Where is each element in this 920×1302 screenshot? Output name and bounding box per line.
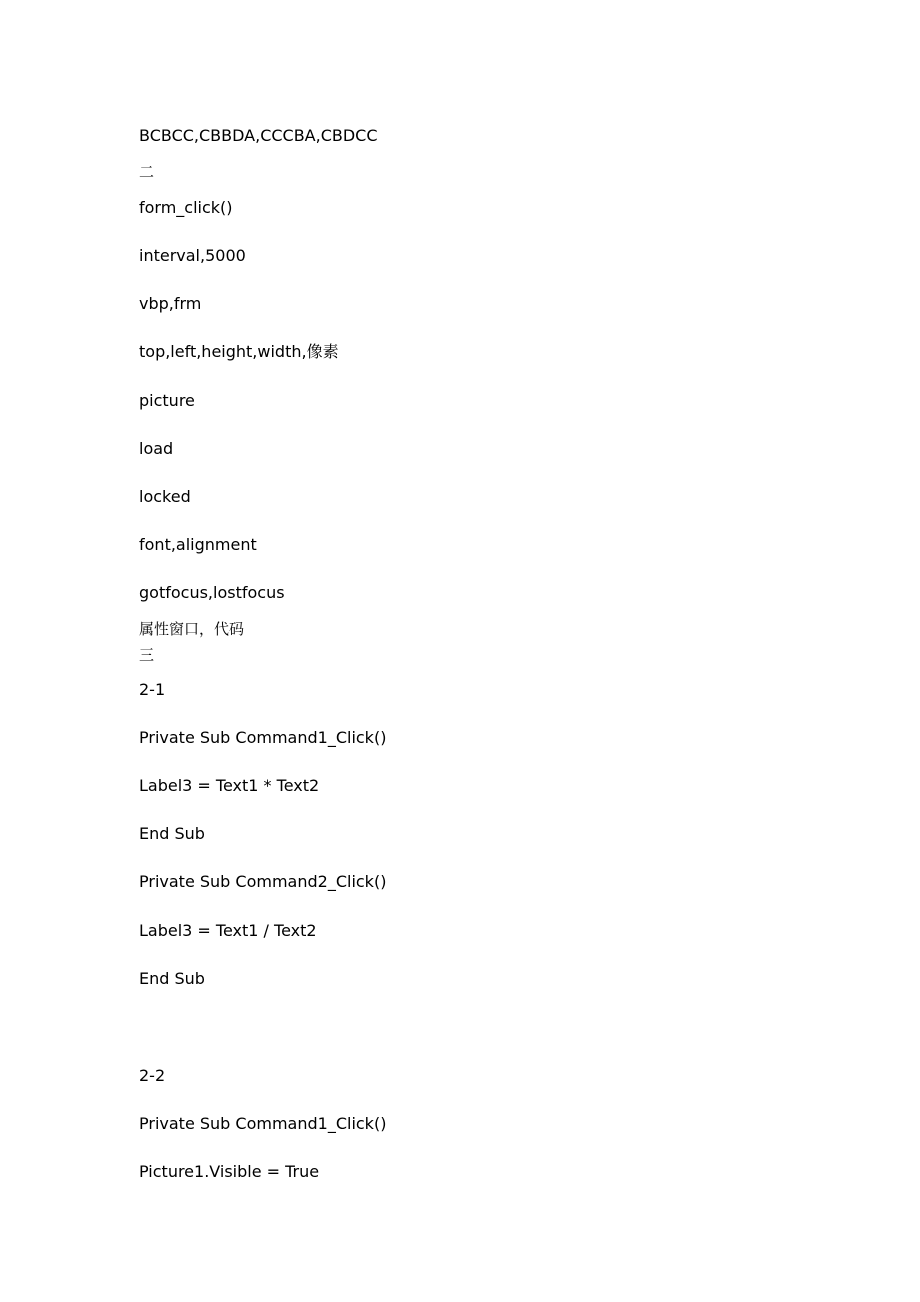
code-line: Label3 = Text1 * Text2 bbox=[139, 776, 320, 795]
section-heading-three: 三 bbox=[139, 646, 155, 664]
code-line: Picture1.Visible = True bbox=[139, 1162, 320, 1181]
answer-line: 属性窗口，代码 bbox=[139, 620, 245, 638]
question-number: 2-1 bbox=[139, 680, 166, 699]
code-line: Label3 = Text1 / Text2 bbox=[139, 921, 317, 940]
code-line: Private Sub Command2_Click() bbox=[139, 872, 387, 891]
answer-line: gotfocus,lostfocus bbox=[139, 583, 285, 602]
answer-line: locked bbox=[139, 487, 191, 506]
code-line: End Sub bbox=[139, 969, 205, 988]
code-line: End Sub bbox=[139, 824, 205, 843]
answer-line: top,left,height,width,像素 bbox=[139, 342, 339, 361]
answer-line-choice-answers: BCBCC,CBBDA,CCCBA,CBDCC bbox=[139, 126, 378, 145]
code-line: Private Sub Command1_Click() bbox=[139, 1114, 387, 1133]
answer-line: form_click() bbox=[139, 198, 233, 217]
answer-line: vbp,frm bbox=[139, 294, 202, 313]
answer-line: picture bbox=[139, 391, 195, 410]
code-line: Private Sub Command1_Click() bbox=[139, 728, 387, 747]
answer-line: interval,5000 bbox=[139, 246, 246, 265]
answer-line: font,alignment bbox=[139, 535, 257, 554]
answer-line: load bbox=[139, 439, 174, 458]
question-number: 2-2 bbox=[139, 1066, 166, 1085]
section-heading-two: 二 bbox=[139, 163, 155, 181]
